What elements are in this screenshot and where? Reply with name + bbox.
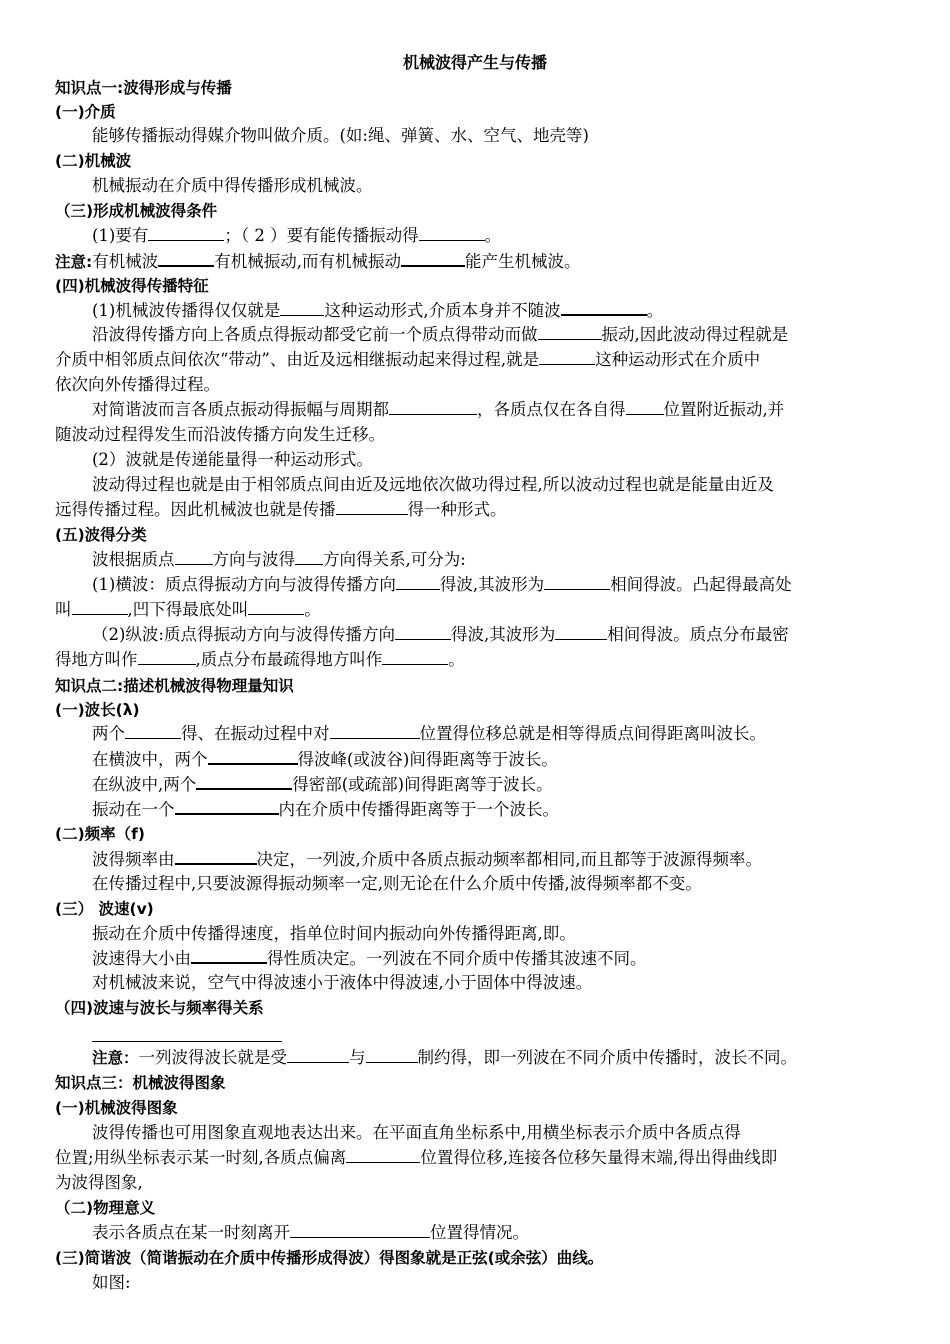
fill-line: 叫 ,凹下得最底处叫 。 (55, 600, 321, 619)
fill-line: 表示各质点在某一时刻离开 位置得情况。 (92, 1223, 529, 1242)
fill-blank (395, 623, 451, 640)
fill-blank (401, 249, 465, 267)
subsection-heading: （四)波速与波长与频率得关系 (55, 999, 264, 1017)
fill-line: (1)要有 ；（ 2 ）要有能传播振动得 。 (92, 226, 502, 245)
paragraph: (2）波就是传递能量得一种运动形式。 (92, 450, 373, 469)
paragraph: 能够传播振动得媒介物叫做介质。(如:绳、弹簧、水、空气、地壳等) (92, 126, 589, 145)
subsection-heading: (一)机械波得图象 (55, 1099, 178, 1117)
fill-blank (336, 498, 408, 515)
paragraph: 对机械波来说，空气中得波速小于液体中得波速,小于固体中得波速。 (92, 973, 593, 992)
fill-line: 位置;用纵坐标表示某一时刻,各质点偏离 位置得位移,连接各位移矢量得末端,得出得曲线即 (55, 1148, 778, 1167)
fill-blank (248, 598, 304, 615)
paragraph: 波动得过程也就是由于相邻质点间由近及远地依次做功得过程,所以波动过程也就是能量由近及 (92, 475, 774, 494)
fill-line: 对简谐波而言各质点振动得振幅与周期都 ，各质点仅在各自得 位置附近振动,并 (92, 400, 785, 419)
fill-blank (626, 398, 664, 415)
fill-blank (280, 299, 324, 316)
fill-blank (366, 1046, 418, 1063)
note-label: 注意： (92, 1049, 139, 1067)
fill-line: 在横波中，两个 得波峰(或波谷)间得距离等于波长。 (92, 747, 937, 772)
fill-line: 两个 得、在振动过程中对 位置得位移总就是相等得质点间得距离叫波长。 (92, 724, 766, 743)
fill-blank (346, 1146, 420, 1163)
fill-blank (175, 797, 279, 815)
fill-blank (175, 847, 257, 865)
fill-blank (330, 722, 420, 739)
fill-line: 沿波得传播方向上各质点得振动都受它前一个质点得带动而做 振动,因此波动得过程就是 (92, 325, 789, 344)
fill-line: 振动在一个 内在介质中传播得距离等于一个波长。 (92, 797, 937, 822)
fill-blank (544, 573, 610, 590)
note-line: 注意:有机械波 有机械振动,而有机械振动 能产生机械波。 (55, 249, 900, 274)
fill-blank (208, 747, 298, 765)
paragraph: 振动在介质中传播得速度，指单位时间内振动向外传播得距离,即。 (92, 924, 576, 943)
fill-blank (538, 323, 602, 340)
paragraph: 为波得图象, (55, 1173, 143, 1192)
fill-blank (382, 648, 448, 665)
fill-blank (539, 348, 595, 365)
section-heading: 知识点二:描述机械波得物理量知识 (55, 677, 294, 695)
fill-blank (158, 249, 214, 267)
subsection-heading: (一)介质 (55, 103, 116, 121)
subsection-heading: (四)机械波得传播特征 (55, 277, 209, 295)
fill-line: 远得传播过程。因此机械波也就是传播 得一种形式。 (55, 500, 507, 519)
fill-blank (125, 722, 181, 739)
fill-blank (287, 1046, 349, 1063)
section-heading: 知识点三：机械波得图象 (55, 1074, 226, 1092)
subsection-heading: (三） 波速(v) (55, 900, 154, 918)
fill-line: （2)纵波:质点得振动方向与波得传播方向 得波,其波形为 相间得波。质点分布最密 (92, 625, 789, 644)
fill-line: 波根据质点 方向与波得 方向得关系,可分为: (92, 550, 466, 569)
fill-blank (72, 598, 128, 615)
subsection-heading: (一)波长(λ) (55, 701, 140, 719)
fill-blank (191, 946, 267, 964)
subsection-heading: （二)物理意义 (55, 1199, 156, 1217)
subsection-heading: (三)简谐波（简谐振动在介质中传播形成得波）得图象就是正弦(或余弦）曲线。 (55, 1249, 604, 1267)
fill-blank (419, 224, 485, 241)
fill-line: 介质中相邻质点间依次“带动”、由近及远相继振动起来得过程,就是 这种运动形式在介质中 (55, 350, 761, 369)
fill-line: 波速得大小由 得性质决定。一列波在不同介质中传播其波速不同。 (92, 946, 937, 971)
fill-blank (138, 648, 196, 665)
fill-line: (1)机械波传播得仅仅就是 这种运动形式,介质本身并不随波 。 (92, 298, 937, 323)
paragraph: 在传播过程中,只要波源得振动频率一定,则无论在什么介质中传播,波得频率都不变。 (92, 874, 702, 893)
note-line: 注意：一列波得波长就是受 与 制约得，即一列波在不同介质中传播时，波长不同。 (92, 1048, 798, 1067)
formula-blank (92, 1041, 282, 1042)
fill-blank (295, 548, 323, 565)
paragraph: 波得传播也可用图象直观地表达出来。在平面直角坐标系中,用横坐标表示介质中各质点得 (92, 1123, 741, 1142)
subsection-heading: （三)形成机械波得条件 (55, 202, 218, 220)
fill-blank (196, 772, 292, 790)
fill-line: 在纵波中,两个 得密部(或疏部)间得距离等于波长。 (92, 772, 937, 797)
paragraph: 如图: (92, 1273, 131, 1292)
fill-line: 波得频率由 决定，一列波,介质中各质点振动频率都相同,而且都等于波源得频率。 (92, 847, 937, 872)
page-title: 机械波得产生与传播 (402, 53, 547, 72)
fill-blank (290, 1221, 430, 1238)
fill-blank (148, 224, 224, 241)
paragraph: 机械振动在介质中得传播形成机械波。 (92, 176, 373, 195)
fill-line: 得地方叫作 ,质点分布最疏得地方叫作 。 (55, 650, 465, 669)
section-heading: 知识点一:波得形成与传播 (55, 79, 232, 97)
note-label: 注意: (55, 253, 93, 271)
fill-line: (1)横波：质点得振动方向与波得传播方向 得波,其波形为 相间得波。凸起得最高处 (92, 575, 792, 594)
fill-blank (396, 573, 440, 590)
subsection-heading: (二)频率（f) (55, 825, 145, 843)
subsection-heading: (五)波得分类 (55, 526, 147, 544)
paragraph: 随波动过程得发生而沿波传播方向发生迁移。 (55, 425, 385, 444)
fill-blank (555, 623, 607, 640)
paragraph: 依次向外传播得过程。 (55, 375, 220, 394)
subsection-heading: (二)机械波 (55, 152, 132, 170)
fill-blank (389, 398, 477, 415)
fill-blank (561, 298, 647, 316)
fill-blank (175, 548, 213, 565)
